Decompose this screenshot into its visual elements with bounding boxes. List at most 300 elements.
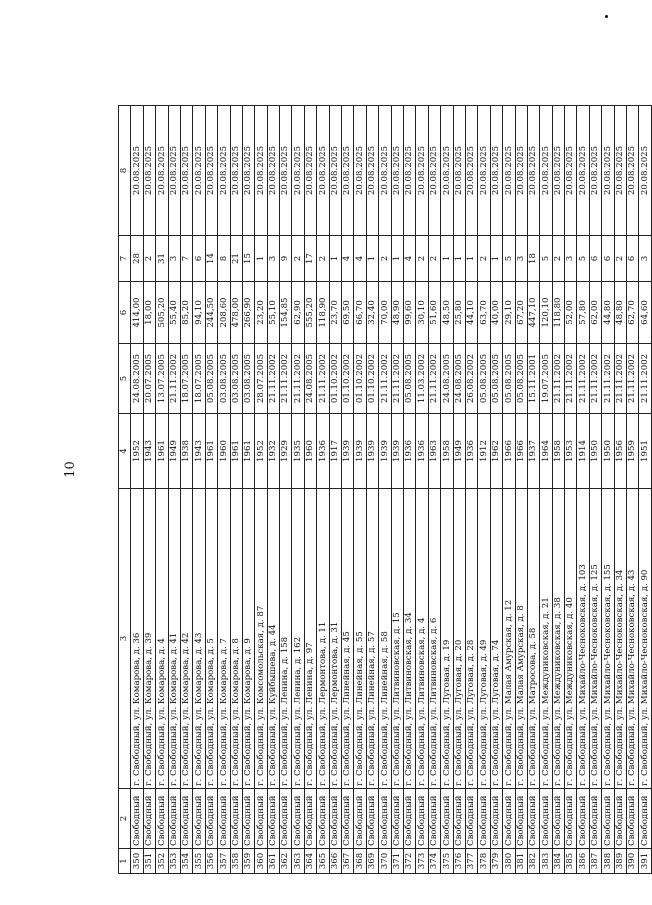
cell-deadline: 20.08.2025 xyxy=(453,106,465,236)
cell-area: 118,90 xyxy=(317,282,329,344)
cell-apartments: 3 xyxy=(639,236,651,282)
cell-area: 57,80 xyxy=(577,282,589,344)
cell-locality: Свободный xyxy=(403,789,415,849)
cell-apartments: 3 xyxy=(168,236,180,282)
table-row xyxy=(552,106,564,874)
cell-registration-date: 05.08.2005 xyxy=(490,344,502,414)
cell-apartments: 7 xyxy=(180,236,192,282)
cell-area: 67,20 xyxy=(515,282,527,344)
cell-apartments: 2 xyxy=(317,236,329,282)
column-header: 4 xyxy=(119,414,131,489)
cell-apartments: 2 xyxy=(428,236,440,282)
cell-year-built: 1961 xyxy=(230,414,242,489)
cell-deadline: 20.08.2025 xyxy=(329,106,341,236)
cell-address: г. Свободный, ул. Куйбышева, д. 44 xyxy=(267,489,279,789)
table-row xyxy=(465,106,477,874)
cell-registration-date: 21.11.2002 xyxy=(428,344,440,414)
cell-year-built: 1961 xyxy=(205,414,217,489)
cell-area: 447,10 xyxy=(527,282,539,344)
cell-area: 478,00 xyxy=(230,282,242,344)
cell-apartments: 2 xyxy=(614,236,626,282)
cell-registration-date: 18.07.2005 xyxy=(180,344,192,414)
cell-row-number: 355 xyxy=(193,849,205,874)
column-header: 2 xyxy=(119,789,131,849)
cell-locality: Свободный xyxy=(465,789,477,849)
cell-address: г. Свободный, ул. Михайло-Чесноковская, д. 155 xyxy=(602,489,614,789)
table-row xyxy=(565,106,577,874)
cell-locality: Свободный xyxy=(577,789,589,849)
cell-deadline: 20.08.2025 xyxy=(354,106,366,236)
cell-address: г. Свободный, ул. Малая Амурская, д. 8 xyxy=(515,489,527,789)
cell-row-number: 385 xyxy=(565,849,577,874)
cell-area: 118,80 xyxy=(552,282,564,344)
cell-apartments: 18 xyxy=(527,236,539,282)
cell-apartments: 3 xyxy=(565,236,577,282)
table-row xyxy=(193,106,205,874)
table-row xyxy=(379,106,391,874)
cell-year-built: 1961 xyxy=(156,414,168,489)
cell-row-number: 390 xyxy=(627,849,639,874)
cell-row-number: 378 xyxy=(478,849,490,874)
cell-year-built: 1966 xyxy=(515,414,527,489)
cell-apartments: 1 xyxy=(490,236,502,282)
cell-row-number: 359 xyxy=(242,849,254,874)
cell-apartments: 17 xyxy=(304,236,316,282)
cell-row-number: 380 xyxy=(503,849,515,874)
table-row xyxy=(490,106,502,874)
cell-deadline: 20.08.2025 xyxy=(614,106,626,236)
cell-year-built: 1962 xyxy=(490,414,502,489)
cell-row-number: 376 xyxy=(453,849,465,874)
cell-apartments: 15 xyxy=(242,236,254,282)
cell-row-number: 370 xyxy=(379,849,391,874)
cell-area: 154,85 xyxy=(280,282,292,344)
cell-registration-date: 21.11.2002 xyxy=(267,344,279,414)
cell-address: г. Свободный, ул. Литвиновская, д. 6 xyxy=(428,489,440,789)
cell-row-number: 379 xyxy=(490,849,502,874)
cell-locality: Свободный xyxy=(255,789,267,849)
cell-row-number: 360 xyxy=(255,849,267,874)
cell-deadline: 20.08.2025 xyxy=(589,106,601,236)
cell-deadline: 20.08.2025 xyxy=(280,106,292,236)
cell-row-number: 357 xyxy=(218,849,230,874)
cell-address: г. Свободный, ул. Михайло-Чесноковская, д. 90 xyxy=(639,489,651,789)
table-row xyxy=(403,106,415,874)
cell-registration-date: 21.11.2002 xyxy=(602,344,614,414)
cell-address: г. Свободный, ул. Луговая, д. 28 xyxy=(465,489,477,789)
cell-locality: Свободный xyxy=(280,789,292,849)
table-row xyxy=(391,106,403,874)
cell-row-number: 374 xyxy=(428,849,440,874)
cell-locality: Свободный xyxy=(342,789,354,849)
cell-address: г. Свободный, ул. Михайло-Чесноковская, д. 125 xyxy=(589,489,601,789)
cell-row-number: 373 xyxy=(416,849,428,874)
cell-deadline: 20.08.2025 xyxy=(143,106,155,236)
table-row xyxy=(280,106,292,874)
cell-deadline: 20.08.2025 xyxy=(193,106,205,236)
cell-area: 244,50 xyxy=(205,282,217,344)
table-body xyxy=(131,106,651,874)
cell-row-number: 368 xyxy=(354,849,366,874)
page-number: 10 xyxy=(62,461,78,478)
cell-locality: Свободный xyxy=(503,789,515,849)
cell-address: г. Свободный, ул. Ленина, д. 158 xyxy=(280,489,292,789)
cell-locality: Свободный xyxy=(329,789,341,849)
cell-deadline: 20.08.2025 xyxy=(627,106,639,236)
cell-year-built: 1950 xyxy=(589,414,601,489)
cell-deadline: 20.08.2025 xyxy=(379,106,391,236)
cell-address: г. Свободный, ул. Луговая, д. 74 xyxy=(490,489,502,789)
cell-address: г. Свободный, ул. Ленина, д. 162 xyxy=(292,489,304,789)
column-header: 5 xyxy=(119,344,131,414)
cell-apartments: 14 xyxy=(205,236,217,282)
cell-apartments: 1 xyxy=(453,236,465,282)
cell-row-number: 384 xyxy=(552,849,564,874)
cell-deadline: 20.08.2025 xyxy=(639,106,651,236)
cell-area: 55,10 xyxy=(267,282,279,344)
cell-locality: Свободный xyxy=(193,789,205,849)
cell-registration-date: 13.07.2005 xyxy=(156,344,168,414)
cell-apartments: 5 xyxy=(540,236,552,282)
cell-deadline: 20.08.2025 xyxy=(168,106,180,236)
cell-row-number: 353 xyxy=(168,849,180,874)
cell-locality: Свободный xyxy=(230,789,242,849)
cell-registration-date: 21.11.2002 xyxy=(280,344,292,414)
cell-locality: Свободный xyxy=(292,789,304,849)
cell-year-built: 1950 xyxy=(602,414,614,489)
cell-locality: Свободный xyxy=(131,789,143,849)
cell-registration-date: 01.10.2002 xyxy=(366,344,378,414)
cell-locality: Свободный xyxy=(490,789,502,849)
cell-deadline: 20.08.2025 xyxy=(242,106,254,236)
table-row xyxy=(441,106,453,874)
cell-year-built: 1959 xyxy=(627,414,639,489)
cell-year-built: 1952 xyxy=(255,414,267,489)
cell-apartments: 2 xyxy=(379,236,391,282)
cell-address: г. Свободный, ул. Луговая, д. 49 xyxy=(478,489,490,789)
table-row xyxy=(218,106,230,874)
cell-row-number: 366 xyxy=(329,849,341,874)
cell-area: 555,20 xyxy=(304,282,316,344)
cell-deadline: 20.08.2025 xyxy=(391,106,403,236)
cell-deadline: 20.08.2025 xyxy=(416,106,428,236)
cell-deadline: 20.08.2025 xyxy=(218,106,230,236)
cell-row-number: 361 xyxy=(267,849,279,874)
column-header: 8 xyxy=(119,106,131,236)
cell-locality: Свободный xyxy=(540,789,552,849)
cell-locality: Свободный xyxy=(428,789,440,849)
cell-area: 48,80 xyxy=(614,282,626,344)
cell-address: г. Свободный, ул. Междуниковская, д. 38 xyxy=(552,489,564,789)
cell-row-number: 364 xyxy=(304,849,316,874)
table-row xyxy=(304,106,316,874)
cell-registration-date: 05.08.2005 xyxy=(515,344,527,414)
table-row xyxy=(267,106,279,874)
table-row xyxy=(416,106,428,874)
cell-year-built: 1936 xyxy=(403,414,415,489)
cell-year-built: 1963 xyxy=(428,414,440,489)
table-row xyxy=(589,106,601,874)
cell-locality: Свободный xyxy=(565,789,577,849)
cell-locality: Свободный xyxy=(453,789,465,849)
cell-deadline: 20.08.2025 xyxy=(131,106,143,236)
table-row xyxy=(627,106,639,874)
cell-registration-date: 28.07.2005 xyxy=(255,344,267,414)
cell-area: 25,80 xyxy=(453,282,465,344)
cell-deadline: 20.08.2025 xyxy=(503,106,515,236)
cell-registration-date: 21.11.2002 xyxy=(379,344,391,414)
table-row xyxy=(168,106,180,874)
cell-year-built: 1966 xyxy=(503,414,515,489)
cell-apartments: 1 xyxy=(391,236,403,282)
table-container xyxy=(118,106,650,874)
cell-locality: Свободный xyxy=(304,789,316,849)
table-row xyxy=(354,106,366,874)
cell-year-built: 1953 xyxy=(565,414,577,489)
cell-locality: Свободный xyxy=(441,789,453,849)
cell-apartments: 2 xyxy=(416,236,428,282)
cell-locality: Свободный xyxy=(267,789,279,849)
cell-row-number: 354 xyxy=(180,849,192,874)
table-row xyxy=(503,106,515,874)
cell-registration-date: 18.07.2005 xyxy=(193,344,205,414)
cell-registration-date: 24.08.2005 xyxy=(453,344,465,414)
cell-address: г. Свободный, ул. Комарова, д. 42 xyxy=(180,489,192,789)
cell-apartments: 4 xyxy=(403,236,415,282)
cell-year-built: 1943 xyxy=(193,414,205,489)
cell-deadline: 20.08.2025 xyxy=(156,106,168,236)
cell-registration-date: 20.07.2005 xyxy=(143,344,155,414)
cell-area: 69,50 xyxy=(342,282,354,344)
cell-deadline: 20.08.2025 xyxy=(230,106,242,236)
table-row xyxy=(366,106,378,874)
table-row xyxy=(317,106,329,874)
cell-locality: Свободный xyxy=(168,789,180,849)
column-header: 7 xyxy=(119,236,131,282)
cell-address: г. Свободный, ул. Лермонтова, д. 11 xyxy=(317,489,329,789)
table-row xyxy=(292,106,304,874)
cell-deadline: 20.08.2025 xyxy=(490,106,502,236)
table-row xyxy=(602,106,614,874)
cell-address: г. Свободный, ул. Лермонтова, д. 31 xyxy=(329,489,341,789)
cell-locality: Свободный xyxy=(317,789,329,849)
cell-area: 63,70 xyxy=(478,282,490,344)
cell-year-built: 1956 xyxy=(614,414,626,489)
cell-deadline: 20.08.2025 xyxy=(205,106,217,236)
cell-address: г. Свободный, ул. Междуниковская, д. 21 xyxy=(540,489,552,789)
cell-area: 48,50 xyxy=(441,282,453,344)
cell-deadline: 20.08.2025 xyxy=(602,106,614,236)
cell-year-built: 1929 xyxy=(280,414,292,489)
cell-registration-date: 03.08.2005 xyxy=(242,344,254,414)
cell-apartments: 1 xyxy=(329,236,341,282)
cell-locality: Свободный xyxy=(602,789,614,849)
cell-year-built: 1939 xyxy=(366,414,378,489)
cell-address: г. Свободный, ул. Михайло-Чесноковская, д. 103 xyxy=(577,489,589,789)
cell-deadline: 20.08.2025 xyxy=(403,106,415,236)
cell-deadline: 20.08.2025 xyxy=(577,106,589,236)
cell-registration-date: 26.08.2002 xyxy=(465,344,477,414)
cell-year-built: 1936 xyxy=(416,414,428,489)
cell-deadline: 20.08.2025 xyxy=(255,106,267,236)
cell-locality: Свободный xyxy=(527,789,539,849)
cell-address: г. Свободный, ул. Комарова, д. 9 xyxy=(242,489,254,789)
cell-row-number: 372 xyxy=(403,849,415,874)
cell-apartments: 1 xyxy=(366,236,378,282)
cell-area: 62,90 xyxy=(292,282,304,344)
cell-apartments: 3 xyxy=(515,236,527,282)
cell-year-built: 1939 xyxy=(354,414,366,489)
cell-address: г. Свободный, ул. Ленина, д. 97 xyxy=(304,489,316,789)
table-row xyxy=(255,106,267,874)
cell-registration-date: 21.11.2002 xyxy=(317,344,329,414)
cell-apartments: 1 xyxy=(255,236,267,282)
table-row xyxy=(428,106,440,874)
cell-apartments: 2 xyxy=(292,236,304,282)
table-row xyxy=(242,106,254,874)
cell-year-built: 1951 xyxy=(639,414,651,489)
cell-registration-date: 21.11.2002 xyxy=(639,344,651,414)
cell-address: г. Свободный, ул. Михайло-Чесноковская, д. 43 xyxy=(627,489,639,789)
cell-row-number: 388 xyxy=(602,849,614,874)
cell-area: 120,10 xyxy=(540,282,552,344)
cell-address: г. Свободный, ул. Малая Амурская, д. 12 xyxy=(503,489,515,789)
cell-area: 44,10 xyxy=(465,282,477,344)
cell-address: г. Свободный, ул. Комсомольская, д. 87 xyxy=(255,489,267,789)
cell-row-number: 350 xyxy=(131,849,143,874)
cell-apartments: 3 xyxy=(267,236,279,282)
cell-year-built: 1937 xyxy=(527,414,539,489)
cell-year-built: 1914 xyxy=(577,414,589,489)
cell-area: 414,00 xyxy=(131,282,143,344)
cell-apartments: 9 xyxy=(280,236,292,282)
cell-address: г. Свободный, ул. Матросова, д. 58 xyxy=(527,489,539,789)
cell-registration-date: 05.08.2005 xyxy=(503,344,515,414)
cell-address: г. Свободный, ул. Комарова, д. 4 xyxy=(156,489,168,789)
cell-apartments: 2 xyxy=(143,236,155,282)
cell-registration-date: 05.08.2005 xyxy=(403,344,415,414)
cell-registration-date: 05.08.2005 xyxy=(205,344,217,414)
cell-year-built: 1960 xyxy=(218,414,230,489)
cell-row-number: 381 xyxy=(515,849,527,874)
cell-row-number: 358 xyxy=(230,849,242,874)
table-row xyxy=(180,106,192,874)
cell-deadline: 20.08.2025 xyxy=(565,106,577,236)
cell-area: 23,70 xyxy=(329,282,341,344)
cell-row-number: 362 xyxy=(280,849,292,874)
cell-locality: Свободный xyxy=(627,789,639,849)
cell-area: 30,10 xyxy=(416,282,428,344)
cell-area: 52,00 xyxy=(565,282,577,344)
cell-row-number: 367 xyxy=(342,849,354,874)
cell-locality: Свободный xyxy=(180,789,192,849)
cell-locality: Свободный xyxy=(379,789,391,849)
cell-area: 505,20 xyxy=(156,282,168,344)
cell-locality: Свободный xyxy=(205,789,217,849)
cell-area: 40,00 xyxy=(490,282,502,344)
cell-area: 51,60 xyxy=(428,282,440,344)
cell-area: 29,10 xyxy=(503,282,515,344)
cell-area: 64,60 xyxy=(639,282,651,344)
cell-deadline: 20.08.2025 xyxy=(428,106,440,236)
cell-row-number: 365 xyxy=(317,849,329,874)
cell-registration-date: 24.08.2005 xyxy=(131,344,143,414)
cell-row-number: 352 xyxy=(156,849,168,874)
cell-year-built: 1949 xyxy=(453,414,465,489)
cell-registration-date: 03.08.2005 xyxy=(218,344,230,414)
cell-area: 85,20 xyxy=(180,282,192,344)
cell-apartments: 4 xyxy=(342,236,354,282)
cell-address: г. Свободный, ул. Комарова, д. 8 xyxy=(230,489,242,789)
cell-row-number: 375 xyxy=(441,849,453,874)
cell-apartments: 6 xyxy=(589,236,601,282)
cell-apartments: 4 xyxy=(354,236,366,282)
cell-address: г. Свободный, ул. Комарова, д. 7 xyxy=(218,489,230,789)
cell-apartments: 2 xyxy=(552,236,564,282)
cell-area: 94,10 xyxy=(193,282,205,344)
cell-address: г. Свободный, ул. Линейная, д. 45 xyxy=(342,489,354,789)
table-row xyxy=(205,106,217,874)
cell-apartments: 1 xyxy=(465,236,477,282)
cell-address: г. Свободный, ул. Линейная, д. 57 xyxy=(366,489,378,789)
table-row xyxy=(527,106,539,874)
cell-row-number: 351 xyxy=(143,849,155,874)
cell-registration-date: 21.11.2002 xyxy=(614,344,626,414)
cell-row-number: 371 xyxy=(391,849,403,874)
cell-registration-date: 21.11.2002 xyxy=(589,344,601,414)
cell-registration-date: 21.11.2002 xyxy=(391,344,403,414)
cell-year-built: 1917 xyxy=(329,414,341,489)
cell-area: 48,90 xyxy=(391,282,403,344)
cell-year-built: 1960 xyxy=(304,414,316,489)
cell-year-built: 1939 xyxy=(391,414,403,489)
cell-address: г. Свободный, ул. Литвиновская, д. 4 xyxy=(416,489,428,789)
header-row xyxy=(119,106,131,874)
cell-year-built: 1952 xyxy=(131,414,143,489)
cell-registration-date: 24.08.2005 xyxy=(441,344,453,414)
cell-area: 266,90 xyxy=(242,282,254,344)
cell-row-number: 363 xyxy=(292,849,304,874)
cell-locality: Свободный xyxy=(515,789,527,849)
cell-row-number: 387 xyxy=(589,849,601,874)
cell-deadline: 20.08.2025 xyxy=(527,106,539,236)
cell-registration-date: 21.11.2002 xyxy=(552,344,564,414)
column-header: 3 xyxy=(119,489,131,789)
column-header: 6 xyxy=(119,282,131,344)
cell-deadline: 20.08.2025 xyxy=(304,106,316,236)
cell-registration-date: 21.11.2002 xyxy=(577,344,589,414)
cell-address: г. Свободный, ул. Междуниковская, д. 40 xyxy=(565,489,577,789)
cell-area: 23,20 xyxy=(255,282,267,344)
cell-address: г. Свободный, ул. Линейная, д. 55 xyxy=(354,489,366,789)
cell-deadline: 20.08.2025 xyxy=(465,106,477,236)
cell-address: г. Свободный, ул. Луговая, д. 19 xyxy=(441,489,453,789)
cell-year-built: 1939 xyxy=(379,414,391,489)
cell-address: г. Свободный, ул. Комарова, д. 5 xyxy=(205,489,217,789)
cell-registration-date: 24.08.2005 xyxy=(304,344,316,414)
registry-table xyxy=(118,105,652,874)
cell-address: г. Свободный, ул. Комарова, д. 41 xyxy=(168,489,180,789)
cell-row-number: 391 xyxy=(639,849,651,874)
table-row xyxy=(143,106,155,874)
cell-registration-date: 21.11.2002 xyxy=(565,344,577,414)
rotated-table-frame xyxy=(118,106,650,874)
cell-apartments: 5 xyxy=(577,236,589,282)
cell-address: г. Свободный, ул. Луговая, д. 20 xyxy=(453,489,465,789)
cell-row-number: 377 xyxy=(465,849,477,874)
cell-deadline: 20.08.2025 xyxy=(342,106,354,236)
cell-year-built: 1936 xyxy=(317,414,329,489)
